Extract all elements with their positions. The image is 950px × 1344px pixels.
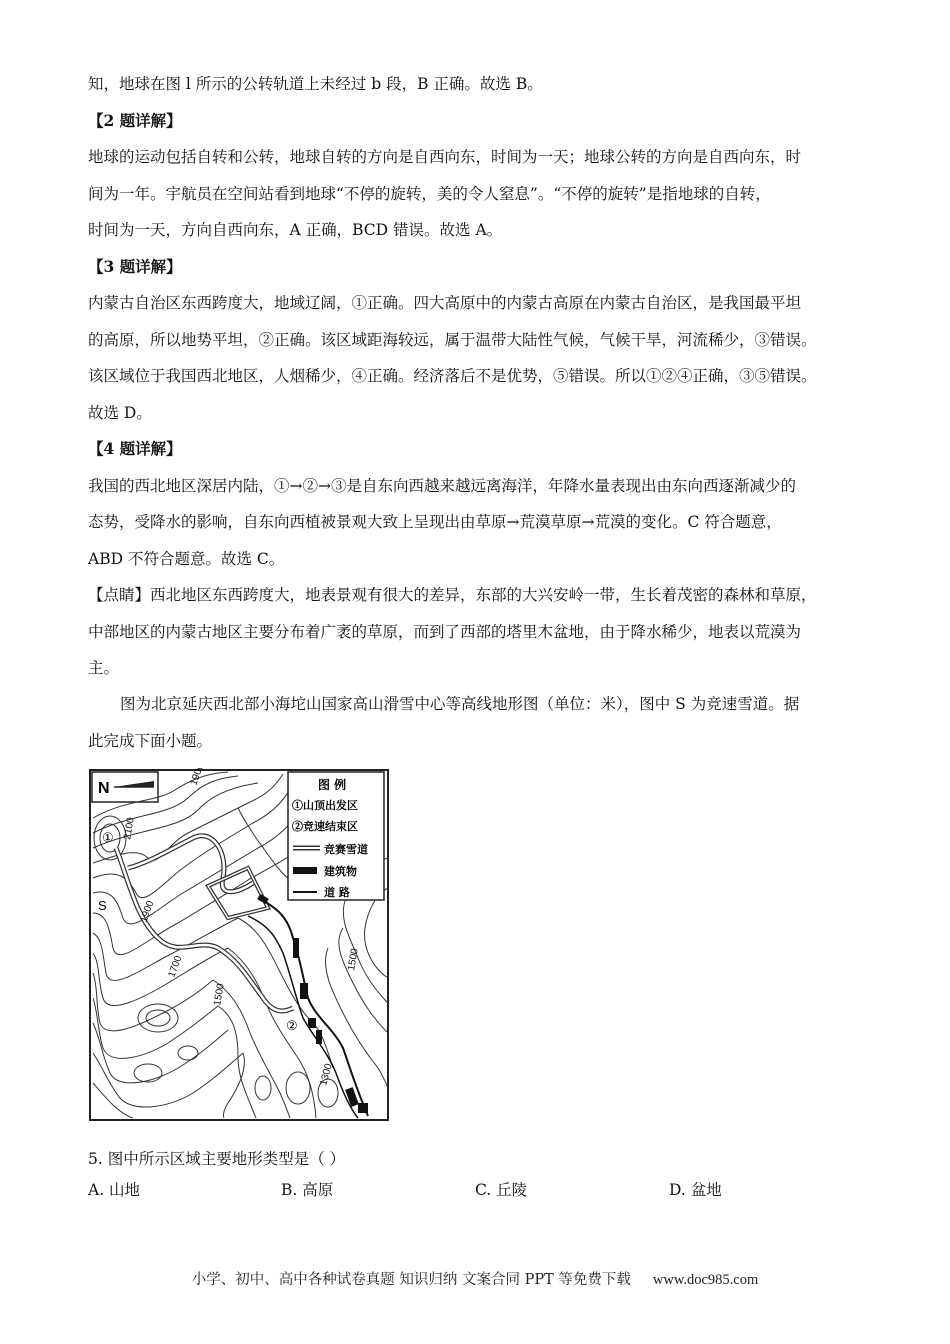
text-line: 我国的西北地区深居内陆，①→②→③是自东向西越来越远离海洋，年降水量表现出由东向西逐渐减少的 [88,476,796,495]
text-line: 中部地区的内蒙古地区主要分布着广袤的草原，而到了西部的塔里木盆地，由于降水稀少，地表以荒漠为 [88,622,802,641]
contour-label: 1300 [318,1062,335,1087]
contour-map [88,768,390,1122]
text-line: 主。 [88,659,120,677]
legend-item-finish: ②竞速结束区 [292,820,358,833]
text-line: 间为一年。宇航员在空间站看到地球“不停的旋转，美的令人窒息”。“不停的旋转”是指地球的自转， [88,184,771,203]
text-line: 【点睛】西北地区东西跨度大，地表景观有很大的差异，东部的大兴安岭一带，生长着茂密的森林和草原， [88,586,817,604]
legend-item-road: 道 路 [324,886,350,899]
contour-map-figure [88,768,390,1122]
legend-title: 图 例 [318,778,347,792]
finish-marker: ② [286,1019,298,1034]
question-text: 5. 图中所示区域主要地形类型是（ ） [88,1150,346,1168]
contour-label: 1900 [138,899,157,925]
text-line: 时间为一天，方向自西向东，A 正确，BCD 错误。故选 A。 [88,221,503,239]
section-heading-q2: 【2 题详解】 [88,110,182,130]
text-line: 态势，受降水的影响，自东向西植被景观大致上呈现出由草原→荒漠草原→荒漠的变化。C 符合题意， [88,513,782,531]
option-d[interactable]: D. 盆地 [669,1181,722,1199]
intro-line: 图为北京延庆西北部小海坨山国家高山滑雪中心等高线地形图（单位：米），图中 S 为竞速雪道。据 [120,695,800,713]
footer-url[interactable]: www.doc985.com [652,1272,759,1288]
text-line: 内蒙古自治区东西跨度大，地域辽阔，①正确。四大高原中的内蒙古高原在内蒙古自治区，是我国最平坦 [88,294,802,312]
question-5 [88,1141,873,1178]
contour-label: 1700 [166,954,185,980]
option-a[interactable]: A. 山地 [88,1181,141,1199]
explanation-block [88,66,873,687]
text-line: 知，地球在图 l 所示的公转轨道上未经过 b 段，B 正确。故选 B。 [88,75,543,93]
page-footer [0,1268,950,1289]
contour-label: 1900 [188,768,207,788]
contour-label: 2100 [122,816,137,841]
section-heading-q3: 【3 题详解】 [88,256,182,276]
question-intro [88,686,873,759]
intro-line: 此完成下面小题。 [88,731,213,750]
text-line: ABD 不符合题意。故选 C。 [88,549,285,568]
text-line: 故选 D。 [88,403,152,422]
legend-item-building: 建筑物 [324,865,357,878]
option-b[interactable]: B. 高原 [281,1181,334,1199]
section-heading-q4: 【4 题详解】 [88,439,182,458]
contour-label: 1500 [212,982,227,1007]
text-line: 该区域位于我国西北地区，人烟稀少，④正确。经济落后不是优势，⑤错误。所以①②④正确，③⑤错误。 [88,367,817,385]
north-label: N [98,780,110,797]
legend-item-track: 竞赛雪道 [324,843,368,856]
legend-building-symbol [293,867,317,874]
text-line: 地球的运动包括自转和公转，地球自转的方向是自西向东，时间为一天；地球公转的方向是自西向东，时 [88,148,802,166]
start-marker: ① [102,831,114,846]
option-c[interactable]: C. 丘陵 [475,1181,528,1199]
contour-label: 1500 [346,947,361,972]
text-line: 的高原，所以地势平坦，②正确。该区域距海较远，属于温带大陆性气候，气候干旱，河流稀少，③错误。 [88,330,817,349]
legend-item-start: ①山顶出发区 [292,799,358,812]
slope-s-label: S [98,898,107,913]
footer-text: 小学、初中、高中各种试卷真题 知识归纳 文案合同 PPT 等免费下载 [191,1272,631,1288]
